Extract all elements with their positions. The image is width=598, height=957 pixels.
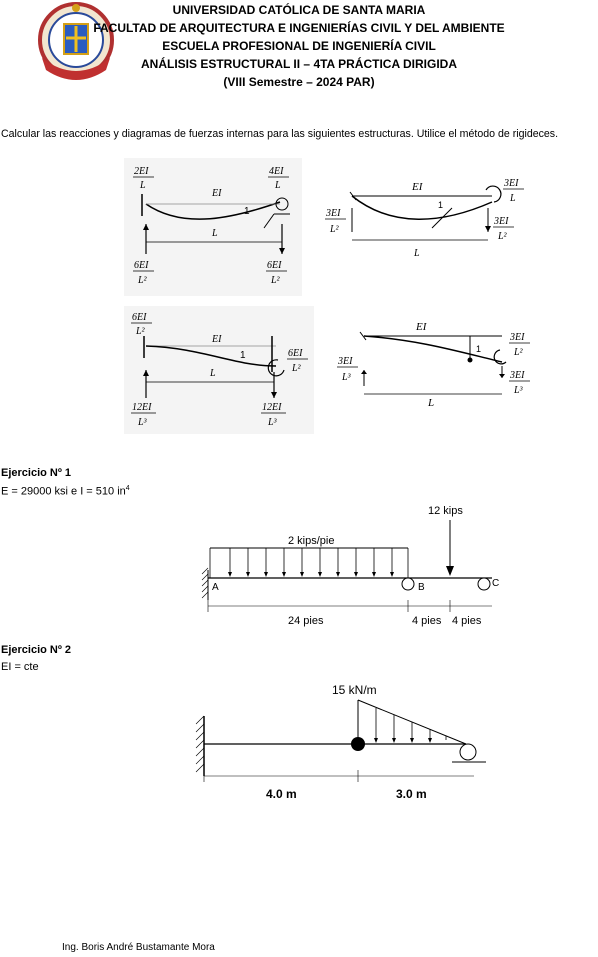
fig1-span-label: L <box>212 228 218 239</box>
dimension-3m: 3.0 m <box>396 787 427 801</box>
svg-text:L²: L² <box>514 347 523 358</box>
dimension-4m: 4.0 m <box>266 787 297 801</box>
svg-text:L²: L² <box>271 275 280 286</box>
fig4-displacement-label: 1 <box>476 344 482 354</box>
svg-text:L²: L² <box>498 231 507 242</box>
fig1-shear-left: 6EI <box>134 260 149 271</box>
fig3-shear-left: 12EI <box>132 402 152 413</box>
fig3-moment-left: 6EI <box>132 312 147 323</box>
node-a-label: A <box>212 582 219 593</box>
svg-text:L²: L² <box>292 363 301 374</box>
svg-text:L³: L³ <box>268 417 277 428</box>
svg-text:L³: L³ <box>514 385 523 396</box>
dimension-4-pies-2: 4 pies <box>452 615 482 627</box>
exercise-2-beam-diagram <box>190 676 496 804</box>
header-faculty: FACULTAD DE ARQUITECTURA E INGENIERÍAS CIVIL Y DEL AMBIENTE <box>93 21 505 35</box>
fig4-moment-right: 3EI <box>510 332 525 343</box>
svg-text:L: L <box>510 193 516 204</box>
header-course: ANÁLISIS ESTRUCTURAL II – 4TA PRÁCTICA DIRIGIDA <box>140 57 457 71</box>
fig2-shear-right: 3EI <box>494 216 509 227</box>
fig3-beam-label: EI <box>212 334 222 345</box>
distributed-load-label: 2 kips/pie <box>288 535 335 547</box>
exercise-1-properties: E = 29000 ksi e I = 510 $in^4$ <box>1 485 130 498</box>
fig2-shear-left: 3EI <box>326 208 341 219</box>
svg-text:L: L <box>140 180 146 191</box>
svg-text:L²: L² <box>330 224 339 235</box>
fig1-beam-label: EI <box>212 188 222 199</box>
svg-text:L²: L² <box>138 275 147 286</box>
instruction-text: Calcular las reacciones y diagramas de fuerzas internas para las siguientes estructuras. Utilice el método de rigideces. <box>1 128 559 140</box>
header-semester: (VIII Semestre – 2024 PAR) <box>223 75 375 89</box>
dimension-24-pies: 24 pies <box>288 615 324 627</box>
distributed-load-15-label: 15 kN/m <box>332 683 377 697</box>
fig2-moment-right: 3EI <box>504 178 519 189</box>
fig3-span-label: L <box>210 368 216 379</box>
fig3-moment-right: 6EI <box>288 348 303 359</box>
svg-text:L²: L² <box>136 326 145 337</box>
exercise-1-beam-diagram <box>196 500 500 630</box>
fig4-shear-right: 3EI <box>510 370 525 381</box>
fig1-rotation-label: 1 <box>244 206 250 217</box>
node-b-label: B <box>418 582 425 593</box>
fig1-shear-right: 6EI <box>267 260 282 271</box>
stiffness-figure-rotation-propped <box>322 172 534 262</box>
fig2-rotation-label: 1 <box>438 200 444 210</box>
fig3-shear-right: 12EI <box>262 402 282 413</box>
svg-text:L³: L³ <box>342 372 351 383</box>
stiffness-figure-rotation-fixed <box>124 158 302 296</box>
fig1-moment-left: 2EI <box>134 166 149 177</box>
fig3-displacement-label: 1 <box>240 350 246 361</box>
footer-author: Ing. Boris André Bustamante Mora <box>62 942 215 953</box>
node-c-label: C <box>492 578 500 589</box>
header-university: UNIVERSIDAD CATÓLICA DE SANTA MARIA <box>172 3 426 17</box>
stiffness-figure-displacement-fixed <box>124 306 314 434</box>
fig4-beam-label: EI <box>416 321 427 333</box>
fig2-beam-label: EI <box>412 181 423 193</box>
point-load-label: 12 kips <box>428 505 463 517</box>
dimension-4-pies-1: 4 pies <box>412 615 442 627</box>
header-school: ESCUELA PROFESIONAL DE INGENIERÍA CIVIL <box>162 39 436 53</box>
exercise-2-title: Ejercicio Nº 2 <box>1 644 72 656</box>
fig4-shear-left: 3EI <box>338 356 353 367</box>
stiffness-figure-displacement-propped <box>330 316 534 410</box>
exercise-2-properties: EI = cte <box>1 661 39 673</box>
exercise-1-title: Ejercicio Nº 1 <box>1 467 72 479</box>
fig2-span-label: L <box>414 248 420 259</box>
svg-text:L: L <box>275 180 281 191</box>
fig1-moment-right: 4EI <box>269 166 284 177</box>
svg-text:L³: L³ <box>138 417 147 428</box>
fig4-span-label: L <box>428 397 435 409</box>
